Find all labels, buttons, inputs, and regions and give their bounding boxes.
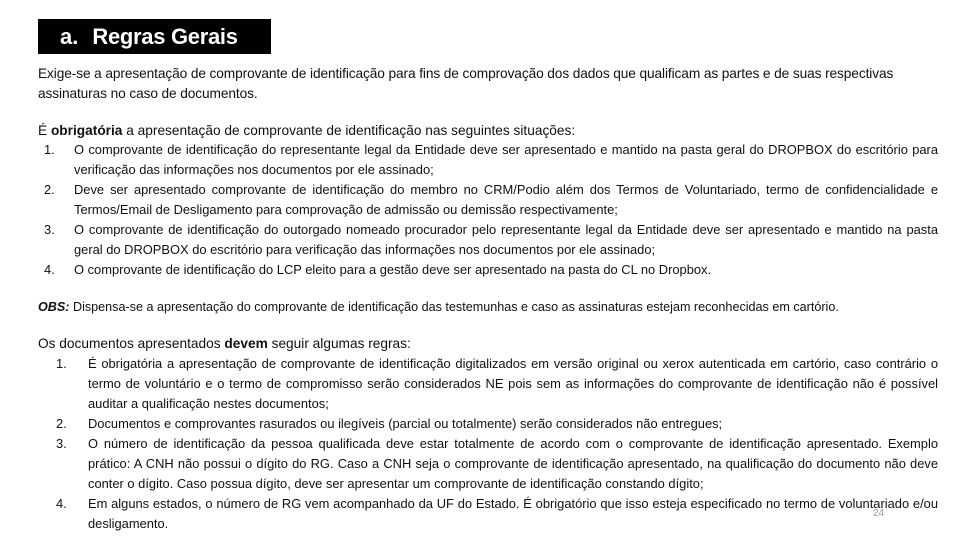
section-number: a. bbox=[60, 23, 79, 49]
item-number: 3. bbox=[44, 222, 55, 237]
item-text: Documentos e comprovantes rasurados ou ilegíveis (parcial ou totalmente) serão considerados não entregues; bbox=[88, 416, 723, 431]
item-text: O número de identificação da pessoa qualificada deve estar totalmente de acordo com o comprovante de identificação apresentado. Exemplo prático: A CNH não possui o dígito do RG. Caso a CNH seja o comprovante de identificação apresentado, na qualificação do documento não deve conter o dígito. Caso possua dígito, deve ser apresentar um comprovante de identificação constando dígito; bbox=[88, 436, 938, 491]
item-text: O comprovante de identificação do LCP eleito para a gestão deve ser apresentado na pasta do CL no Dropbox. bbox=[74, 262, 712, 277]
documents-prefix: Os documentos apresentados bbox=[38, 336, 225, 351]
mandatory-suffix: a apresentação de comprovante de identificação nas seguintes situações: bbox=[122, 123, 576, 138]
documents-heading bbox=[38, 334, 940, 354]
mandatory-bold: obrigatória bbox=[50, 123, 123, 138]
list-item bbox=[40, 260, 938, 280]
intro-paragraph: Exige-se a apresentação de comprovante de identificação para fins de comprovação dos dados que qualificam as partes e de suas respectivas assinaturas no caso de documentos. bbox=[38, 66, 894, 101]
list-item bbox=[56, 494, 938, 534]
list-item bbox=[56, 414, 938, 434]
item-number: 4. bbox=[56, 496, 67, 511]
documents-suffix: seguir algumas regras: bbox=[267, 336, 411, 351]
obs-label: OBS: bbox=[38, 300, 70, 314]
section-heading bbox=[38, 19, 271, 54]
item-number: 2. bbox=[44, 182, 55, 197]
page-number: 24 bbox=[873, 508, 885, 519]
item-text: O comprovante de identificação do outorgado nomeado procurador pelo representante legal da Entidade deve ser apresentado e mantido na pasta geral do DROPBOX do escritório para verificação das informações nos documentos por ele assinado; bbox=[74, 222, 938, 257]
mandatory-list bbox=[40, 140, 938, 280]
item-number: 4. bbox=[44, 262, 55, 277]
mandatory-prefix: É bbox=[38, 123, 51, 138]
list-item bbox=[56, 354, 938, 414]
obs-note bbox=[38, 297, 940, 317]
item-text: Deve ser apresentado comprovante de identificação do membro no CRM/Podio além dos Termos de Voluntariado, termo de confidencialidade e Termos/Email de Desligamento para comprovação de admissão ou demissão respectivamente; bbox=[74, 182, 938, 217]
item-number: 3. bbox=[56, 436, 67, 451]
item-number: 1. bbox=[56, 356, 67, 371]
section-title: Regras Gerais bbox=[92, 23, 238, 49]
item-number: 2. bbox=[56, 416, 67, 431]
list-item bbox=[40, 220, 938, 260]
item-text: É obrigatória a apresentação de comprovante de identificação digitalizados em versão original ou xerox autenticada em cartório, caso contrário o termo de voluntário e o termo de compromisso serão considerados NE pois sem as informações do comprovante de identificação não é possível auditar a qualificação nestes documentos; bbox=[88, 356, 938, 411]
documents-bold: devem bbox=[224, 336, 268, 351]
item-text: O comprovante de identificação do representante legal da Entidade deve ser apresentado e mantido na pasta geral do DROPBOX do escritório para verificação das informações nos documentos por ele assinado; bbox=[74, 142, 938, 177]
item-text: Em alguns estados, o número de RG vem acompanhado da UF do Estado. É obrigatório que isso esteja especificado no termo de voluntariado e/ou desligamento. bbox=[88, 496, 938, 531]
list-item bbox=[40, 140, 938, 180]
list-item bbox=[40, 180, 938, 220]
list-item bbox=[56, 434, 938, 494]
item-number: 1. bbox=[44, 142, 55, 157]
obs-text: Dispensa-se a apresentação do comprovante de identificação das testemunhas e caso as assinaturas estejam reconhecidas em cartório. bbox=[69, 300, 839, 314]
documents-list bbox=[56, 354, 938, 534]
mandatory-heading bbox=[38, 121, 940, 141]
